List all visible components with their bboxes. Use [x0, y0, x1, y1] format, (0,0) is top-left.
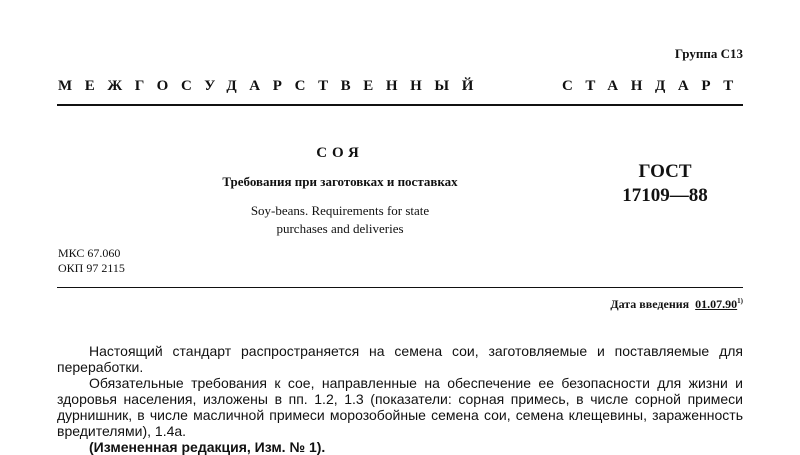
section-rule — [57, 287, 743, 288]
standard-heading: СТАНДАРТ — [562, 78, 746, 94]
intro-date-value: 01.07.90 — [695, 297, 738, 311]
header-rule — [57, 104, 743, 106]
scope-paragraph: Настоящий стандарт распространяется на семена сои, заготовляемые и поставляемые для переработки. — [57, 343, 743, 375]
okp-code: ОКП 97 2115 — [58, 261, 125, 275]
gost-designation — [590, 160, 740, 208]
classification-codes — [58, 246, 125, 276]
document-title: СОЯ — [316, 145, 364, 161]
interstate-heading: МЕЖГОСУДАРСТВЕННЫЙ — [58, 78, 487, 94]
gost-label: ГОСТ — [638, 161, 692, 182]
intro-date-label: Дата введения — [610, 297, 690, 311]
intro-date-footnote: 1) — [737, 297, 743, 305]
mks-code: МКС 67.060 — [58, 246, 121, 260]
english-title-line-1: Soy-beans. Requirements for state — [250, 203, 430, 218]
requirements-paragraph: Обязательные требования к сое, направленные на обеспечение ее безопасности для жизни и здоровья населения, изложены в пп. 1.2, 1.3 (показатели: сорная примесь, в числе сорной примеси дурнишник, в числе масличной примеси морозобойные семена сои, семена клещевины, зараженность вредителями), 1.4а. — [57, 375, 743, 439]
english-title — [130, 202, 550, 238]
amendment-note: (Измененная редакция, Изм. № 1). — [89, 439, 326, 455]
group-label: Группа С13 — [674, 46, 743, 61]
document-body — [57, 343, 743, 455]
introduction-date — [610, 297, 743, 312]
gost-number: 17109—88 — [622, 185, 708, 206]
document-subtitle: Требования при заготовках и поставках — [222, 174, 458, 189]
english-title-line-2: purchases and deliveries — [276, 221, 404, 236]
